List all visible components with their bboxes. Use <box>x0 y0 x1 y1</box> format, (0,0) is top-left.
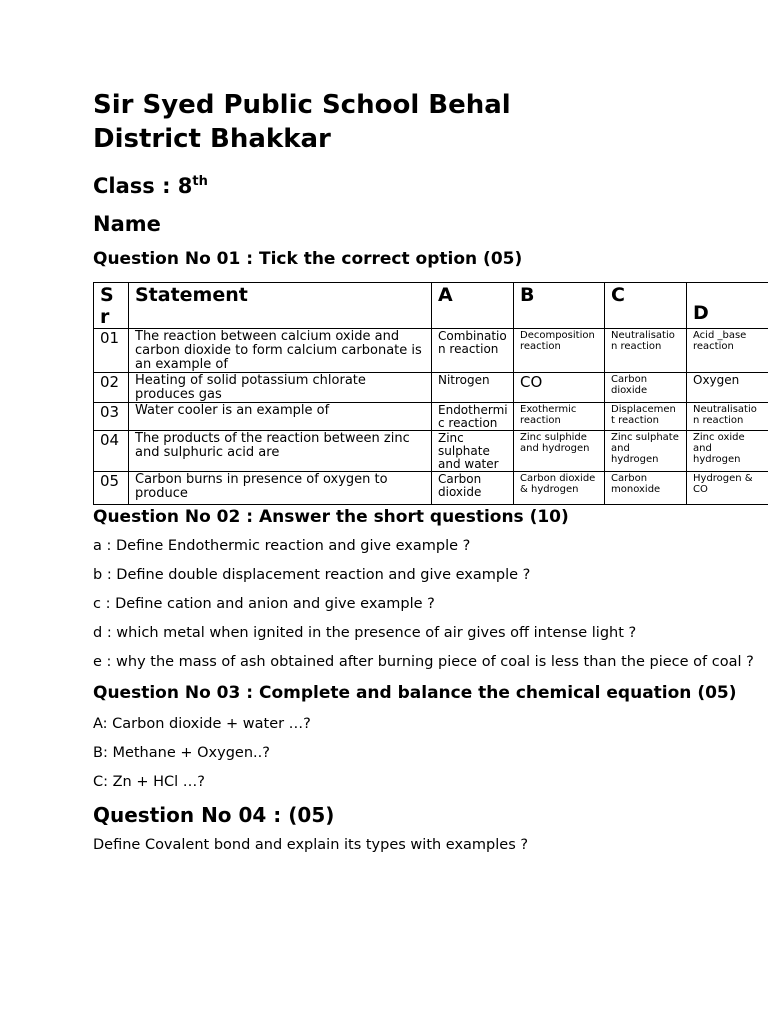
option-c[interactable]: Carbon monoxide <box>605 472 687 505</box>
equation-b: B: Methane + Oxygen..? <box>93 745 270 761</box>
table-row <box>94 403 768 431</box>
option-a[interactable]: Zinc sulphate and water <box>432 431 514 472</box>
option-a[interactable]: Endothermi c reaction <box>432 403 514 431</box>
option-a[interactable]: Carbon dioxide <box>432 472 514 505</box>
option-b[interactable]: Decomposition reaction <box>514 329 605 373</box>
col-sr: S r <box>94 283 129 329</box>
table-header-row <box>94 283 768 329</box>
equation-a: A: Carbon dioxide + water …? <box>93 716 311 732</box>
short-question-a: a : Define Endothermic reaction and give example ? <box>93 538 471 554</box>
short-question-d: d : which metal when ignited in the presence of air gives off intense light ? <box>93 625 637 641</box>
exam-paper <box>93 88 763 855</box>
school-name: Sir Syed Public School Behal <box>93 90 511 120</box>
option-b[interactable]: CO <box>514 373 605 403</box>
option-d[interactable]: Oxygen <box>687 373 768 403</box>
col-d-label: D <box>693 302 709 324</box>
option-d[interactable]: Hydrogen & CO <box>687 472 768 505</box>
col-statement: Statement <box>129 283 432 329</box>
school-title <box>93 88 763 156</box>
table-row <box>94 329 768 373</box>
class-text: Class : 8 <box>93 174 193 198</box>
option-c[interactable]: Neutralisatio n reaction <box>605 329 687 373</box>
col-a: A <box>432 283 514 329</box>
col-d <box>687 283 768 329</box>
col-c: C <box>605 283 687 329</box>
row-number: 02 <box>94 373 129 403</box>
row-statement: The reaction between calcium oxide and carbon dioxide to form calcium carbonate is an example of <box>129 329 432 373</box>
row-statement: Heating of solid potassium chlorate produces gas <box>129 373 432 403</box>
option-b[interactable]: Zinc sulphide and hydrogen <box>514 431 605 472</box>
option-c[interactable]: Carbon dioxide <box>605 373 687 403</box>
row-number: 05 <box>94 472 129 505</box>
row-statement: Carbon burns in presence of oxygen to produce <box>129 472 432 505</box>
option-c[interactable]: Zinc sulphate and hydrogen <box>605 431 687 472</box>
mcq-table <box>93 282 768 505</box>
question-1-heading: Question No 01 : Tick the correct option (05) <box>93 249 523 269</box>
table-row <box>94 431 768 472</box>
class-superscript: th <box>192 174 208 189</box>
option-b[interactable]: Carbon dioxide & hydrogen <box>514 472 605 505</box>
row-number: 03 <box>94 403 129 431</box>
question-3-heading: Question No 03 : Complete and balance the chemical equation (05) <box>93 683 737 703</box>
table-row <box>94 472 768 505</box>
option-d[interactable]: Acid _base reaction <box>687 329 768 373</box>
equation-c: C: Zn + HCl …? <box>93 774 205 790</box>
option-d[interactable]: Neutralisatio n reaction <box>687 403 768 431</box>
name-label: Name <box>93 212 161 236</box>
school-district: District Bhakkar <box>93 124 331 154</box>
question-4-text: Define Covalent bond and explain its types with examples ? <box>93 837 529 853</box>
table-row <box>94 373 768 403</box>
row-number: 01 <box>94 329 129 373</box>
short-question-e: e : why the mass of ash obtained after burning piece of coal is less than the piece of coal ? <box>93 654 754 670</box>
option-d[interactable]: Zinc oxide and hydrogen <box>687 431 768 472</box>
short-question-c: c : Define cation and anion and give example ? <box>93 596 435 612</box>
option-c[interactable]: Displacemen t reaction <box>605 403 687 431</box>
option-a[interactable]: Nitrogen <box>432 373 514 403</box>
question-2-heading: Question No 02 : Answer the short questions (10) <box>93 507 569 527</box>
short-question-b: b : Define double displacement reaction and give example ? <box>93 567 531 583</box>
row-statement: The products of the reaction between zinc and sulphuric acid are <box>129 431 432 472</box>
option-b[interactable]: Exothermic reaction <box>514 403 605 431</box>
row-number: 04 <box>94 431 129 472</box>
question-4-heading: Question No 04 : (05) <box>93 803 335 827</box>
row-statement: Water cooler is an example of <box>129 403 432 431</box>
option-a[interactable]: Combinatio n reaction <box>432 329 514 373</box>
col-b: B <box>514 283 605 329</box>
class-label <box>93 168 763 200</box>
